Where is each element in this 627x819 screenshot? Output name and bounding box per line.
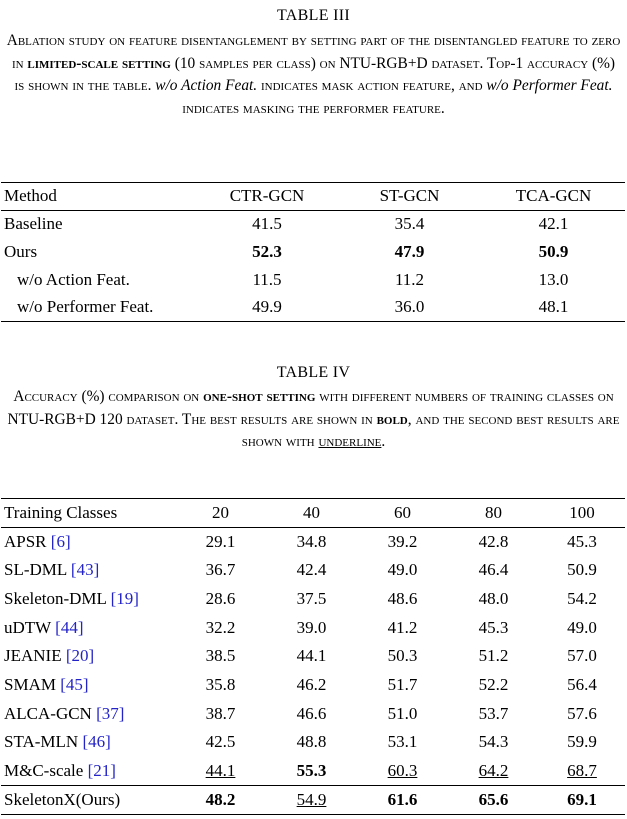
method-cell: Baseline (4, 214, 63, 234)
table-row (1, 266, 625, 294)
method-cell (1, 699, 175, 728)
value-cell: 37.5 (296, 588, 327, 608)
value-cell: 38.7 (205, 703, 236, 723)
citation-link[interactable]: [19] (110, 588, 139, 608)
value-cell: 36.7 (205, 560, 236, 580)
citation-link[interactable]: [37] (96, 703, 125, 723)
method-name: JEANIE (4, 646, 62, 666)
table4-header: Training Classes (4, 502, 118, 522)
table3-label: TABLE III (277, 7, 350, 24)
citation-link[interactable]: [46] (82, 732, 111, 752)
value-cell: 42.4 (296, 560, 327, 580)
value-cell: 59.9 (567, 732, 597, 752)
value-cell: 35.8 (205, 674, 236, 694)
value-cell: 39.0 (296, 617, 327, 637)
method-cell (1, 585, 175, 614)
method-name: uDTW (4, 617, 51, 637)
table4-header: 40 (303, 502, 320, 522)
value-cell: 53.7 (478, 703, 509, 723)
table-row (1, 642, 625, 671)
value-cell: 49.9 (252, 297, 282, 317)
method-name: M&C-scale (4, 760, 84, 780)
table3-header: CTR-GCN (229, 186, 305, 206)
table3 (1, 182, 625, 322)
value-cell: 41.5 (252, 214, 282, 234)
table3-header: TCA-GCN (515, 186, 592, 206)
value-cell: 13.0 (538, 269, 569, 289)
method-name: STA-MLN (4, 732, 79, 752)
table3-caption (6, 30, 621, 120)
method-cell (1, 671, 175, 700)
value-cell: 52.3 (252, 241, 282, 261)
method-name: Skeleton-DML (4, 588, 107, 608)
value-cell: 45.3 (567, 531, 597, 551)
table3-header: Method (4, 186, 57, 206)
table4-header: 60 (394, 502, 411, 522)
value-cell: 46.2 (296, 674, 327, 694)
method-name: SMAM (4, 674, 56, 694)
value-cell: 55.3 (296, 760, 327, 780)
caption-bold: one-shot setting (203, 388, 316, 405)
caption-text: indicates masking the performer feature. (182, 99, 445, 117)
table-row (1, 785, 625, 814)
value-cell: 42.1 (538, 214, 569, 234)
citation-link[interactable]: [45] (60, 674, 89, 694)
method-cell (1, 757, 175, 786)
caption-text: indicates mask action feature, and (257, 77, 487, 95)
caption-italic: w/o Action Feat. (155, 77, 258, 95)
value-cell: 68.7 (567, 760, 597, 780)
method-cell: Ours (4, 241, 38, 261)
table-row (1, 728, 625, 757)
value-cell: 64.2 (478, 760, 509, 780)
value-cell: 44.1 (205, 760, 236, 780)
table3-header: ST-GCN (379, 186, 440, 206)
method-cell (1, 527, 175, 556)
method-cell: w/o Performer Feat. (17, 297, 154, 317)
method-name: SL-DML (4, 560, 67, 580)
value-cell: 57.6 (567, 703, 597, 723)
value-cell: 48.2 (205, 789, 236, 809)
caption-text: with different numbers of training classes on NTU-RGB+D 120 dataset. The best results are shown in (7, 388, 614, 428)
value-cell: 52.2 (478, 674, 509, 694)
value-cell: 44.1 (296, 646, 327, 666)
value-cell: 28.6 (205, 588, 236, 608)
value-cell: 57.0 (567, 646, 597, 666)
table-row (1, 699, 625, 728)
value-cell: 46.4 (478, 560, 509, 580)
table4-header: 20 (212, 502, 229, 522)
value-cell: 34.8 (296, 531, 327, 551)
value-cell: 51.2 (478, 646, 509, 666)
caption-underline: underline (318, 433, 382, 451)
value-cell: 48.6 (387, 588, 418, 608)
value-cell: 11.5 (252, 269, 282, 289)
caption-text: . (381, 433, 386, 451)
value-cell: 53.1 (387, 732, 418, 752)
value-cell: 42.5 (205, 732, 236, 752)
citation-link[interactable]: [43] (70, 560, 100, 580)
caption-bold: limited-scale setting (27, 54, 171, 72)
value-cell: 50.9 (567, 560, 597, 580)
caption-text: , and the second best results are shown with (241, 410, 620, 451)
citation-link[interactable]: [44] (55, 617, 84, 637)
table4-header-row (1, 499, 625, 528)
value-cell: 32.2 (205, 617, 236, 637)
caption-italic: w/o Performer Feat. (486, 77, 613, 95)
table4-header: 80 (485, 502, 502, 522)
table-row (1, 210, 625, 238)
value-cell: 50.9 (538, 241, 569, 261)
value-cell: 69.1 (567, 789, 597, 809)
value-cell: 60.3 (387, 760, 418, 780)
table-row (1, 613, 625, 642)
value-cell: 45.3 (478, 617, 509, 637)
value-cell: 51.7 (387, 674, 418, 694)
table-row (1, 671, 625, 700)
table3-header-row (1, 183, 625, 211)
citation-link[interactable]: [20] (65, 646, 95, 666)
method-cell (1, 613, 175, 642)
value-cell: 61.6 (387, 789, 418, 809)
value-cell: 48.0 (478, 588, 509, 608)
value-cell: 47.9 (394, 241, 425, 261)
value-cell: 42.8 (478, 531, 509, 551)
value-cell: 49.0 (387, 560, 418, 580)
table-row (1, 556, 625, 585)
method-cell (1, 728, 175, 757)
value-cell: 54.3 (478, 732, 509, 752)
caption-text: (10 samples per class) on NTU-RGB+D dataset. Top-1 accuracy (%) is shown in the table. (14, 54, 616, 95)
table4 (1, 498, 625, 815)
method-name: APSR (4, 531, 47, 551)
value-cell: 49.0 (567, 617, 597, 637)
caption-text: Ablation study on feature disentanglement by setting part of the disentangled feature to zero in (6, 32, 621, 72)
value-cell: 54.9 (296, 789, 327, 809)
value-cell: 50.3 (387, 646, 418, 666)
table-row (1, 585, 625, 614)
method-cell: w/o Action Feat. (17, 269, 130, 289)
caption-bold: bold (376, 410, 408, 428)
table4-header: 100 (569, 502, 595, 522)
table-row (1, 527, 625, 556)
value-cell: 41.2 (387, 617, 418, 637)
table-row (1, 757, 625, 786)
citation-link[interactable]: [6] (50, 531, 71, 551)
method-cell (1, 642, 175, 671)
value-cell: 48.1 (538, 297, 569, 317)
table-row (1, 238, 625, 266)
table4-caption (6, 386, 621, 454)
value-cell: 39.2 (387, 531, 418, 551)
method-name: ALCA-GCN (4, 703, 92, 723)
value-cell: 56.4 (567, 674, 597, 694)
method-cell: SkeletonX(Ours) (4, 789, 121, 809)
value-cell: 46.6 (296, 703, 327, 723)
table4-label: TABLE IV (276, 364, 351, 381)
value-cell: 48.8 (296, 732, 327, 752)
value-cell: 38.5 (205, 646, 236, 666)
table-row (1, 294, 625, 322)
value-cell: 11.2 (394, 269, 425, 289)
value-cell: 35.4 (394, 214, 425, 234)
caption-text: Accuracy (%) comparison on (13, 388, 204, 405)
citation-link[interactable]: [21] (87, 760, 116, 780)
value-cell: 36.0 (394, 297, 425, 317)
value-cell: 65.6 (478, 789, 509, 809)
value-cell: 51.0 (387, 703, 418, 723)
method-cell (1, 556, 175, 585)
value-cell: 54.2 (567, 588, 597, 608)
value-cell: 29.1 (205, 531, 236, 551)
